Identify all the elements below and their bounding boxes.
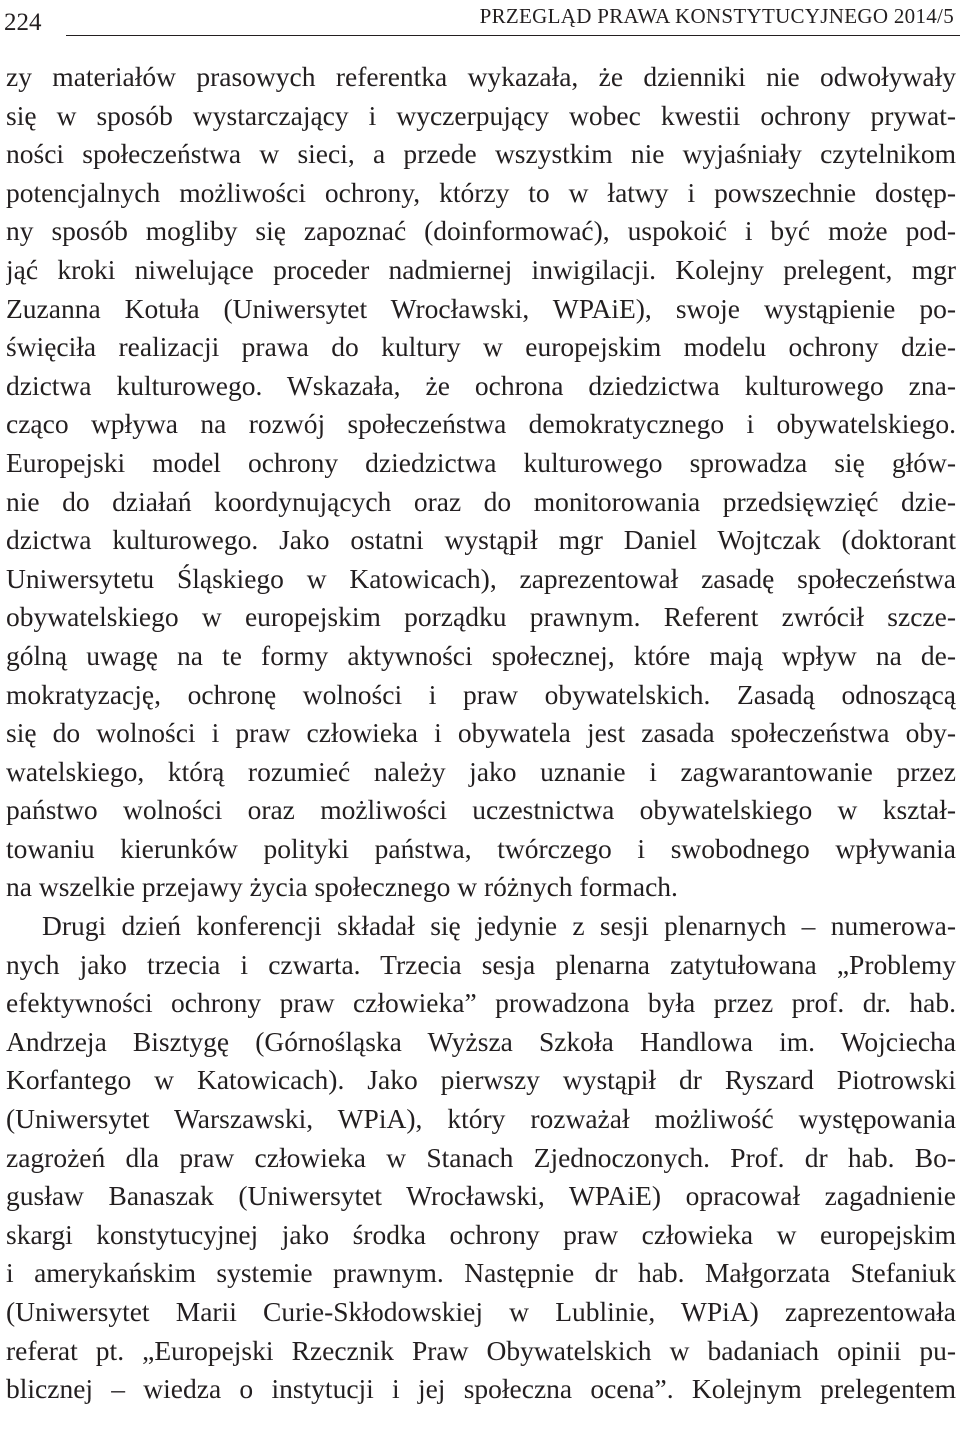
text-line: święciła realizacji prawa do kultury w europejskim modelu ochrony dzie- [6, 331, 956, 363]
text-line: Uniwersytetu Śląskiego w Katowicach), zaprezentował zasadę społeczeństwa [6, 562, 956, 594]
text-line: towaniu kierunków polityki państwa, twórczego i swobodnego wpływania [6, 832, 956, 864]
text-line: cząco wpływa na rozwój społeczeństwa demokratycznego i obywatelskiego. [6, 408, 956, 440]
running-head: PRZEGLĄD PRAWA KONSTYTUCYJNEGO 2014/5 [479, 4, 954, 28]
text-line: referat pt. „Europejski Rzecznik Praw Obywatelskich w badaniach opinii pu- [6, 1334, 956, 1366]
text-line: watelskiego, którą rozumieć należy jako uznanie i zagwarantowanie przez [6, 755, 956, 787]
body-text [6, 58, 956, 1409]
text-line: blicznej – wiedza o instytucji i jej społeczna ocena”. Kolejnym prelegentem [6, 1373, 956, 1405]
text-line: jąć kroki niwelujące proceder nadmiernej inwigilacji. Kolejny prelegent, mgr [6, 253, 956, 285]
text-line: (Uniwersytet Marii Curie-Skłodowskiej w Lublinie, WPiA) zaprezentowała [6, 1296, 956, 1327]
text-line: gólną uwagę na te formy aktywności społecznej, które mają wpływ na de- [6, 639, 956, 671]
page-number: 224 [4, 9, 42, 36]
text-line: mokratyzację, ochronę wolności i praw obywatelskich. Zasadą odnoszącą [6, 678, 956, 710]
text-line: efektywności ochrony praw człowieka” prowadzona była przez prof. dr. hab. [6, 987, 956, 1019]
text-line: i amerykańskim systemie prawnym. Następnie dr hab. Małgorzata Stefaniuk [6, 1257, 956, 1289]
text-line: skargi konstytucyjnej jako środka ochrony praw człowieka w europejskim [6, 1218, 956, 1250]
header-rule [66, 35, 960, 36]
text-line: nie do działań koordynujących oraz do monitorowania przedsięwzięć dzie- [6, 485, 956, 517]
text-line: Andrzeja Bisztygę (Górnośląska Wyższa Szkoła Handlowa im. Wojciecha [6, 1025, 956, 1057]
paragraph-1 [6, 58, 956, 907]
text-line: na wszelkie przejawy życia społecznego w różnych formach. [6, 871, 678, 903]
text-line: (Uniwersytet Warszawski, WPiA), który rozważał możliwość występowania [6, 1103, 956, 1135]
text-line: państwo wolności oraz możliwości uczestnictwa obywatelskiego w kształ- [6, 794, 956, 826]
page-header [0, 0, 960, 44]
text-line: obywatelskiego w europejskim porządku prawnym. Referent zwrócił szcze- [6, 601, 956, 633]
text-line: się do wolności i praw człowieka i obywatela jest zasada społeczeństwa oby- [6, 717, 956, 749]
paragraph-2 [6, 907, 956, 1409]
text-line: Drugi dzień konferencji składał się jedynie z sesji plenarnych – numerowa- [42, 910, 956, 942]
text-line: Zuzanna Kotuła (Uniwersytet Wrocławski, WPAiE), swoje wystąpienie po- [6, 292, 956, 324]
text-line: Korfantego w Katowicach). Jako pierwszy wystąpił dr Ryszard Piotrowski [6, 1064, 956, 1096]
text-line: zagrożeń dla praw człowieka w Stanach Zjednoczonych. Prof. dr hab. Bo- [6, 1141, 956, 1173]
text-line: Europejski model ochrony dziedzictwa kulturowego sprowadza się głów- [6, 446, 956, 478]
text-line: ności społeczeństwa w sieci, a przede wszystkim nie wyjaśniały czytelnikom [6, 138, 956, 170]
text-line: ny sposób mogliby się zapoznać (doinformować), uspokoić i być może pod- [6, 215, 956, 247]
text-line: potencjalnych możliwości ochrony, którzy to w łatwy i powszechnie dostęp- [6, 176, 956, 208]
text-line: dzictwa kulturowego. Jako ostatni wystąpił mgr Daniel Wojtczak (doktorant [6, 524, 956, 556]
text-line: gusław Banaszak (Uniwersytet Wrocławski, WPAiE) opracował zagadnienie [6, 1180, 956, 1212]
text-line: dzictwa kulturowego. Wskazała, że ochrona dziedzictwa kulturowego zna- [6, 369, 956, 401]
text-line: nych jako trzecia i czwarta. Trzecia sesja plenarna zatytułowana „Problemy [6, 948, 956, 980]
text-line: się w sposób wystarczający i wyczerpujący wobec kwestii ochrony prywat- [6, 99, 956, 131]
text-line: zy materiałów prasowych referentka wykazała, że dzienniki nie odwoływały [6, 61, 956, 92]
